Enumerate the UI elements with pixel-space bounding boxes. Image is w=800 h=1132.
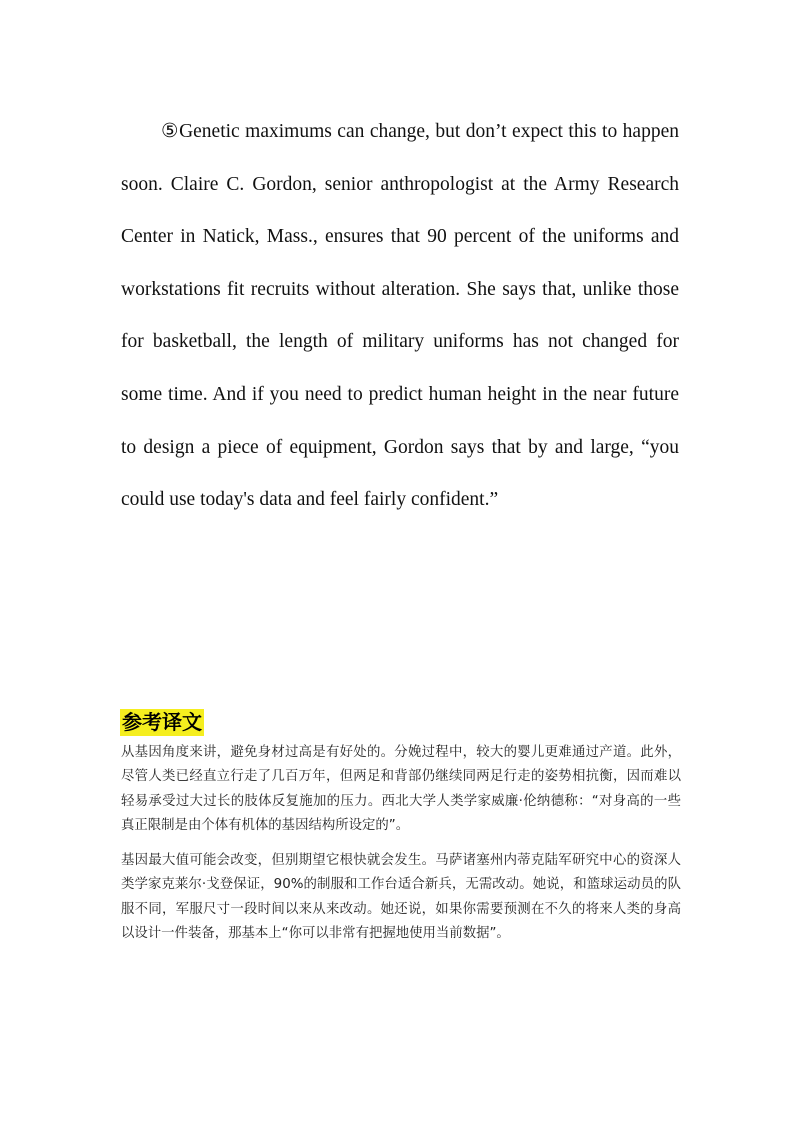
translation-heading: 参考译文 [122,710,202,734]
translation-paragraph-2: 基因最大值可能会改变，但别期望它根快就会发生。马萨诸塞州内蒂克陆军研究中心的资深人类学家克莱尔·戈登保证，90%的制服和工作台适合新兵，无需改动。她说，和篮球运动员的队服不同，军服尺寸一段时间以来从来改动。她还说，如果你需要预测在不久的将来人类的身高以设计一件装备，那基本上“你可以非常有把握地使用当前数据”。 [121,853,681,941]
translation-paragraph-1: 从基因角度来讲，避免身材过高是有好处的。分娩过程中，较大的婴儿更难通过产道。此外，尽管人类已经直立行走了几百万年，但两足和背部仍继续同两足行走的姿势相抗衡，因而难以轻易承受过大过长的肢体反复施加的压力。西北大学人类学家威廉·伦纳德称：“对身高的一些真正限制是由个体有机体的基因结构所设定的”。 [121,745,681,833]
english-paragraph: ⑤Genetic maximums can change, but don’t expect this to happen soon. Claire C. Gordon, senior anthropologist at the Army Research Center in Natick, Mass., ensures that 90 percent of the uniforms and workstations fit recruits without alteration. She says that, unlike those for basketball, the length of military uniforms has not changed for some time. And if you need to predict human height in the near future to design a piece of equipment, Gordon says that by and large, “you could use today's data and feel fairly confident.” [121,121,679,511]
